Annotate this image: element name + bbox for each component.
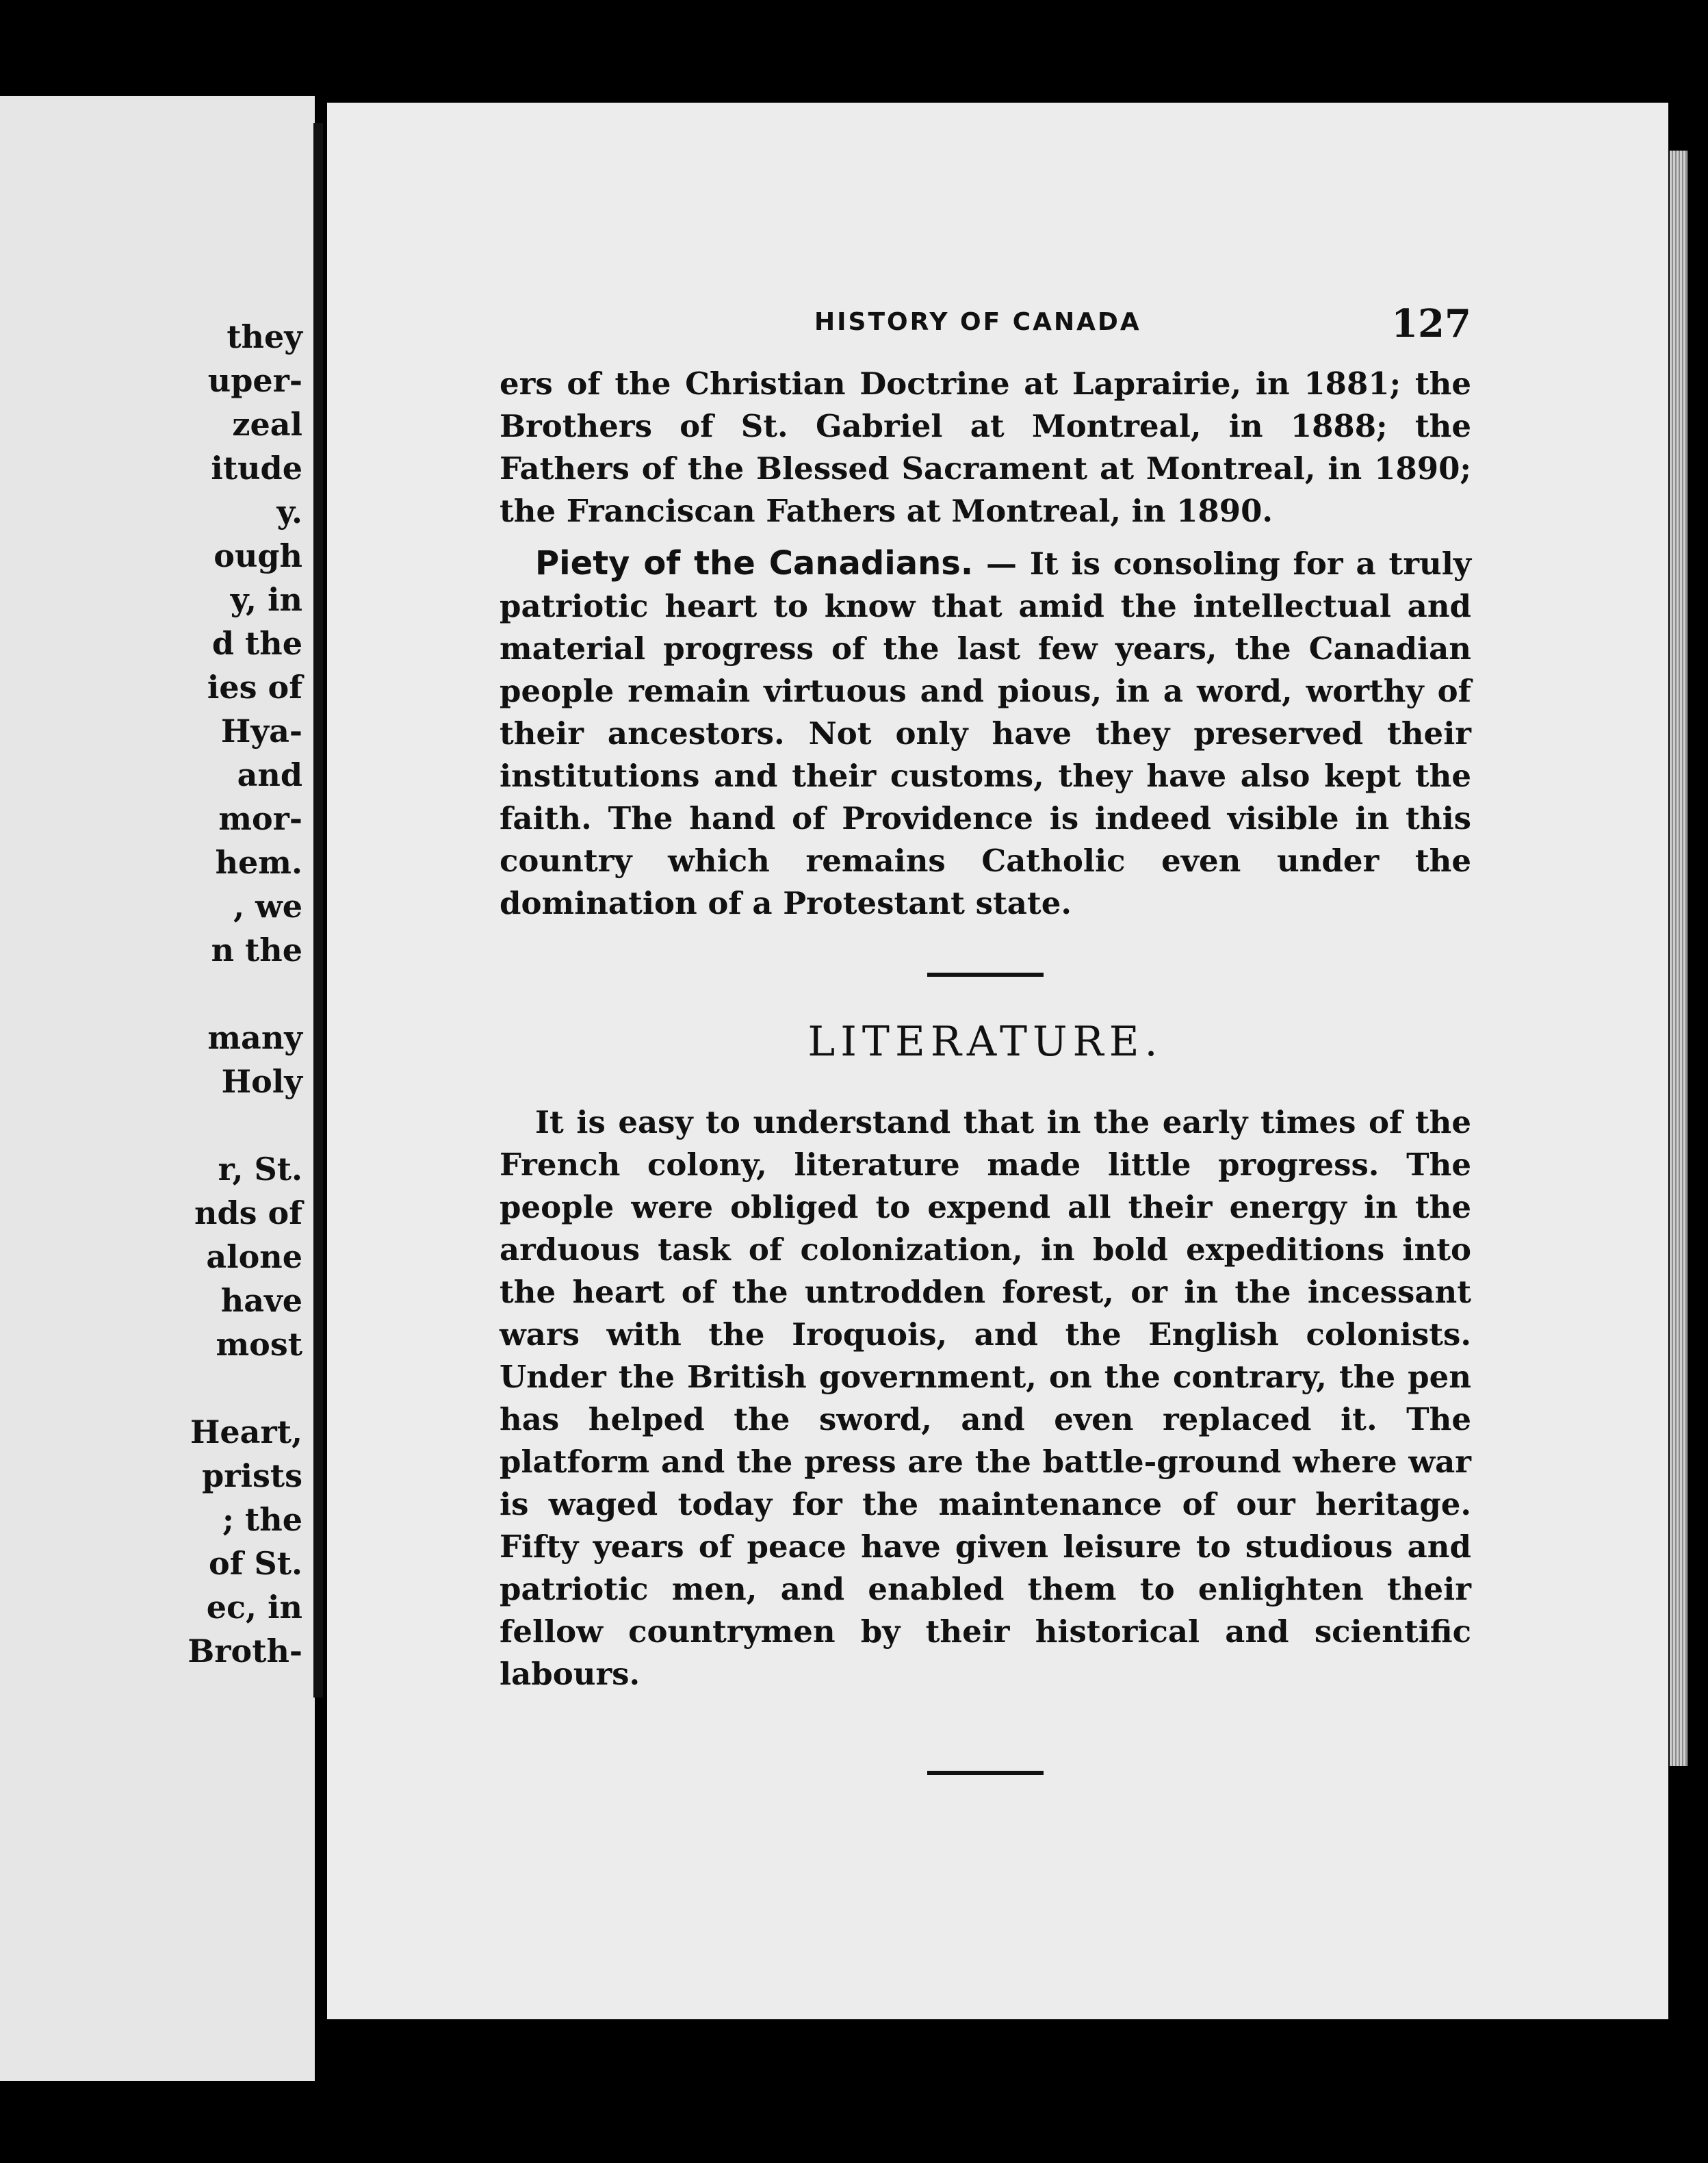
- left-line-fragment: r, St.: [218, 1151, 302, 1188]
- running-title: HISTORY OF CANADA: [814, 308, 1141, 336]
- left-line-fragment: hem.: [215, 844, 302, 881]
- left-page: [0, 96, 315, 2081]
- left-line-fragment: Broth-: [187, 1633, 302, 1669]
- left-line-fragment: ec, in: [206, 1589, 302, 1626]
- left-line-fragment: of St.: [209, 1545, 302, 1582]
- left-line-fragment: ; the: [222, 1501, 302, 1538]
- end-divider: [927, 1771, 1044, 1775]
- left-page-text: [187, 315, 302, 1673]
- book-gutter: [313, 123, 323, 1698]
- left-line-fragment: have: [220, 1282, 302, 1319]
- left-line-fragment: mor-: [218, 800, 302, 837]
- left-line-fragment: Holy: [221, 1063, 302, 1100]
- left-line-fragment: many: [207, 1019, 302, 1056]
- left-line-fragment: ies of: [207, 669, 302, 706]
- piety-paragraph: [500, 542, 1471, 925]
- section-divider: [927, 973, 1044, 977]
- page-number: 127: [1391, 301, 1471, 346]
- literature-paragraph: It is easy to understand that in the early times of the French colony, literature made little progress. The people were obliged to expend all their energy in the arduous task of colonization, in bold expeditions into the heart of the untrodden forest, or in the incessant wars with the Iroquois, and the English colonists. Under the British government, on the contrary, the pen has helped the sword, and even replaced it. The platform and the press are the battle-ground where war is waged today for the maintenance of our heritage. Fifty years of peace have given leisure to studious and patriotic men, and enabled them to enlighten their fellow countrymen by their historical and scientific labours.: [500, 1104, 1471, 1692]
- left-line-fragment: d the: [211, 625, 302, 662]
- left-line-fragment: y.: [276, 494, 302, 530]
- running-head: [500, 301, 1471, 363]
- left-line-fragment: n the: [211, 932, 302, 969]
- left-line-fragment: zeal: [232, 406, 302, 443]
- left-line-fragment: nds of: [194, 1194, 302, 1231]
- literature-heading: LITERATURE.: [807, 1018, 1163, 1066]
- left-line-fragment: [187, 1103, 302, 1147]
- left-line-fragment: y, in: [230, 581, 302, 618]
- piety-text: — It is consoling for a truly patriotic heart to know that amid the intellectual and material progress of the last few years, the Canadian people remain virtuous and pious, in a word, worthy of their ancestors. Not only have they preserved their institutions and their customs, they have also kept the faith. The hand of Providence is indeed visible in this country which remains Catholic even under the domination of a Protestant state.: [500, 546, 1471, 921]
- left-line-fragment: itude: [211, 450, 302, 487]
- left-line-fragment: uper-: [207, 362, 302, 399]
- page-content: [500, 301, 1471, 1816]
- left-line-fragment: Hya-: [220, 713, 302, 750]
- left-line-fragment: [187, 1366, 302, 1410]
- left-line-fragment: and: [237, 756, 302, 793]
- left-line-fragment: ough: [214, 537, 302, 574]
- left-line-fragment: [187, 972, 302, 1016]
- piety-heading: Piety of the Canadians.: [535, 544, 974, 583]
- left-line-fragment: alone: [206, 1238, 302, 1275]
- left-line-fragment: they: [227, 318, 302, 355]
- continued-paragraph: ers of the Christian Doctrine at Laprairie, in 1881; the Brothers of St. Gabriel at Montreal, in 1888; the Fathers of the Blessed Sacrament at Montreal, in 1890; the Franciscan Fathers at Montreal, in 1890.: [500, 366, 1471, 529]
- left-line-fragment: prists: [202, 1457, 302, 1494]
- left-line-fragment: Heart,: [190, 1413, 302, 1450]
- left-line-fragment: most: [216, 1326, 302, 1363]
- page-edge: [1670, 151, 1687, 1766]
- left-line-fragment: , we: [233, 888, 302, 925]
